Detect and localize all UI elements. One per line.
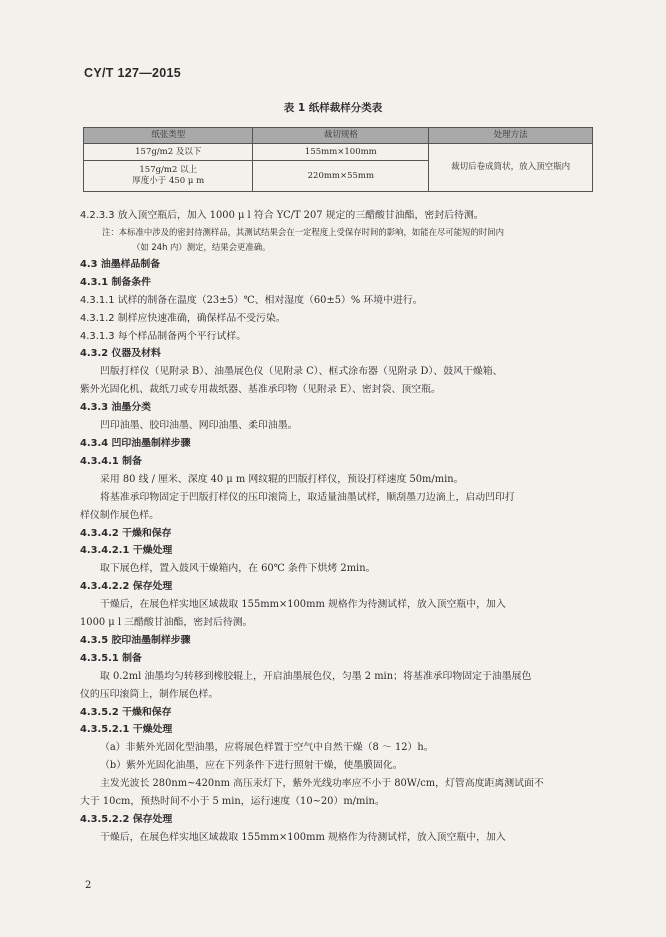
body-paragraph: （a）非紫外光固化型油墨，应将展色样置于空气中自然干燥（8 ～ 12）h。 bbox=[100, 742, 434, 754]
note-text: 注：本标准中涉及的密封待测样品，其测试结果会在一定程度上受保存时间的影响，如能在尽可能短的时间内 bbox=[102, 226, 504, 237]
body-paragraph-continuation: 紫外光固化机、裁纸刀或专用裁纸器、基准承印物（见附录 E）、密封袋、顶空瓶。 bbox=[80, 384, 441, 396]
section-heading: 4.3.5.2.1 干燥处理 bbox=[80, 724, 173, 736]
document-body bbox=[80, 207, 600, 847]
cell-paper-type bbox=[84, 161, 253, 192]
clause-number: 4.3.1.1 bbox=[80, 294, 115, 306]
cell-method: 裁切后卷成筒状，放入顶空瓶内 bbox=[429, 144, 593, 192]
cell-paper-type-line2: 厚度小于 450 μ m bbox=[132, 176, 205, 186]
clause-text: 每个样品制备两个平行试样。 bbox=[117, 330, 247, 342]
header-method: 处理方法 bbox=[429, 128, 593, 144]
clause-text: 制样应快速准确，确保样品不受污染。 bbox=[117, 312, 286, 324]
section-heading: 4.3.4.1 制备 bbox=[80, 455, 142, 467]
section-heading: 4.3.2 仪器及材料 bbox=[80, 348, 161, 360]
table-header-row bbox=[84, 128, 593, 144]
body-paragraph-continuation: 仪的压印滚筒上，制作展色样。 bbox=[80, 688, 219, 700]
section-heading: 4.3.4 凹印油墨制样步骤 bbox=[80, 437, 191, 449]
body-paragraph: 凹版打样仪（见附录 B）、油墨展色仪（见附录 C）、框式涂布器（见附录 D）、鼓风干燥箱、 bbox=[100, 366, 503, 378]
header-cut-size: 裁切规格 bbox=[253, 128, 429, 144]
clause-number: 4.3.1.3 bbox=[80, 330, 115, 342]
section-heading: 4.3.3 油墨分类 bbox=[80, 402, 152, 414]
cell-paper-type-line1: 157g/m2 以上 bbox=[139, 165, 198, 175]
header-paper-type: 纸张类型 bbox=[84, 128, 253, 144]
section-heading: 4.3.5.2.2 保存处理 bbox=[80, 814, 173, 825]
clause-text: 试样的制备在温度（23±5）℃、相对湿度（60±5）% 环境中进行。 bbox=[117, 294, 423, 306]
body-paragraph-continuation: 1000 μ l 三醋酸甘油酯，密封后待测。 bbox=[80, 617, 253, 629]
section-heading: 4.3.5.2 干燥和保存 bbox=[80, 706, 172, 718]
standard-code: CY/T 127—2015 bbox=[84, 66, 182, 80]
section-heading: 4.3.1 制备条件 bbox=[80, 276, 152, 288]
section-heading: 4.3.4.2.1 干燥处理 bbox=[80, 545, 173, 557]
cell-cut-size: 220mm×55mm bbox=[253, 161, 429, 192]
cell-cut-size: 155mm×100mm bbox=[253, 144, 429, 161]
clause-line bbox=[80, 328, 600, 346]
classification-table bbox=[83, 127, 593, 192]
table-row bbox=[84, 144, 593, 161]
clause-line bbox=[80, 310, 600, 328]
clause-line bbox=[80, 292, 600, 310]
section-heading: 4.3.4.2 干燥和保存 bbox=[80, 527, 172, 539]
page-number: 2 bbox=[85, 880, 92, 891]
body-paragraph: 取下展色样，置入鼓风干燥箱内，在 60℃ 条件下烘烤 2min。 bbox=[100, 563, 376, 575]
clause-number: 4.2.3.3 bbox=[80, 210, 115, 221]
body-paragraph: 采用 80 线 / 厘米、深度 40 μ m 网纹辊的凹版打样仪，预设打样速度 50m/min。 bbox=[100, 473, 464, 485]
body-paragraph: 干燥后，在展色样实地区域裁取 155mm×100mm 规格作为待测试样，放入顶空瓶中，加入 bbox=[100, 599, 506, 611]
section-heading: 4.3 油墨样品制备 bbox=[80, 258, 161, 270]
clause-number: 4.3.1.2 bbox=[80, 312, 115, 324]
section-heading: 4.3.5 胶印油墨制样步骤 bbox=[80, 634, 191, 646]
cell-paper-type: 157g/m2 及以下 bbox=[84, 144, 253, 161]
body-paragraph: 将基准承印物固定于凹版打样仪的压印滚筒上，取适量油墨试样，顺刮墨刀边滴上，启动凹印打 bbox=[100, 491, 515, 503]
body-paragraph: （b）紫外光固化油墨，应在下列条件下进行照射干燥，使墨膜固化。 bbox=[100, 760, 403, 772]
body-paragraph: 凹印油墨、胶印油墨、网印油墨、柔印油墨。 bbox=[100, 420, 298, 432]
body-paragraph-continuation: 样仪制作展色样。 bbox=[80, 509, 160, 521]
section-heading: 4.3.5.1 制备 bbox=[80, 652, 142, 664]
table-title: 表 1 纸样裁样分类表 bbox=[283, 102, 383, 114]
note-text: （如 24h 内）测定，结果会更准确。 bbox=[132, 242, 271, 253]
clause-text: 放入顶空瓶后，加入 1000 μ l 符合 YC/T 207 规定的三醋酸甘油酯，密封后待测。 bbox=[117, 210, 484, 221]
body-paragraph: 干燥后，在展色样实地区域裁取 155mm×100mm 规格作为待测试样，放入顶空瓶中，加入 bbox=[100, 831, 506, 843]
clause-line bbox=[80, 207, 600, 225]
section-heading: 4.3.4.2.2 保存处理 bbox=[80, 581, 173, 593]
body-paragraph-continuation: 大于 10cm，预热时间不小于 5 min，运行速度（10~20）m/min。 bbox=[80, 796, 385, 808]
body-paragraph: 主发光波长 280nm~420nm 高压汞灯下，紫外光线功率应不小于 80W/cm，灯管高度距离测试面不 bbox=[100, 778, 544, 790]
body-paragraph: 取 0.2ml 油墨均匀转移到橡胶辊上，开启油墨展色仪，匀墨 2 min；将基准承印物固定于油墨展色 bbox=[100, 670, 532, 682]
